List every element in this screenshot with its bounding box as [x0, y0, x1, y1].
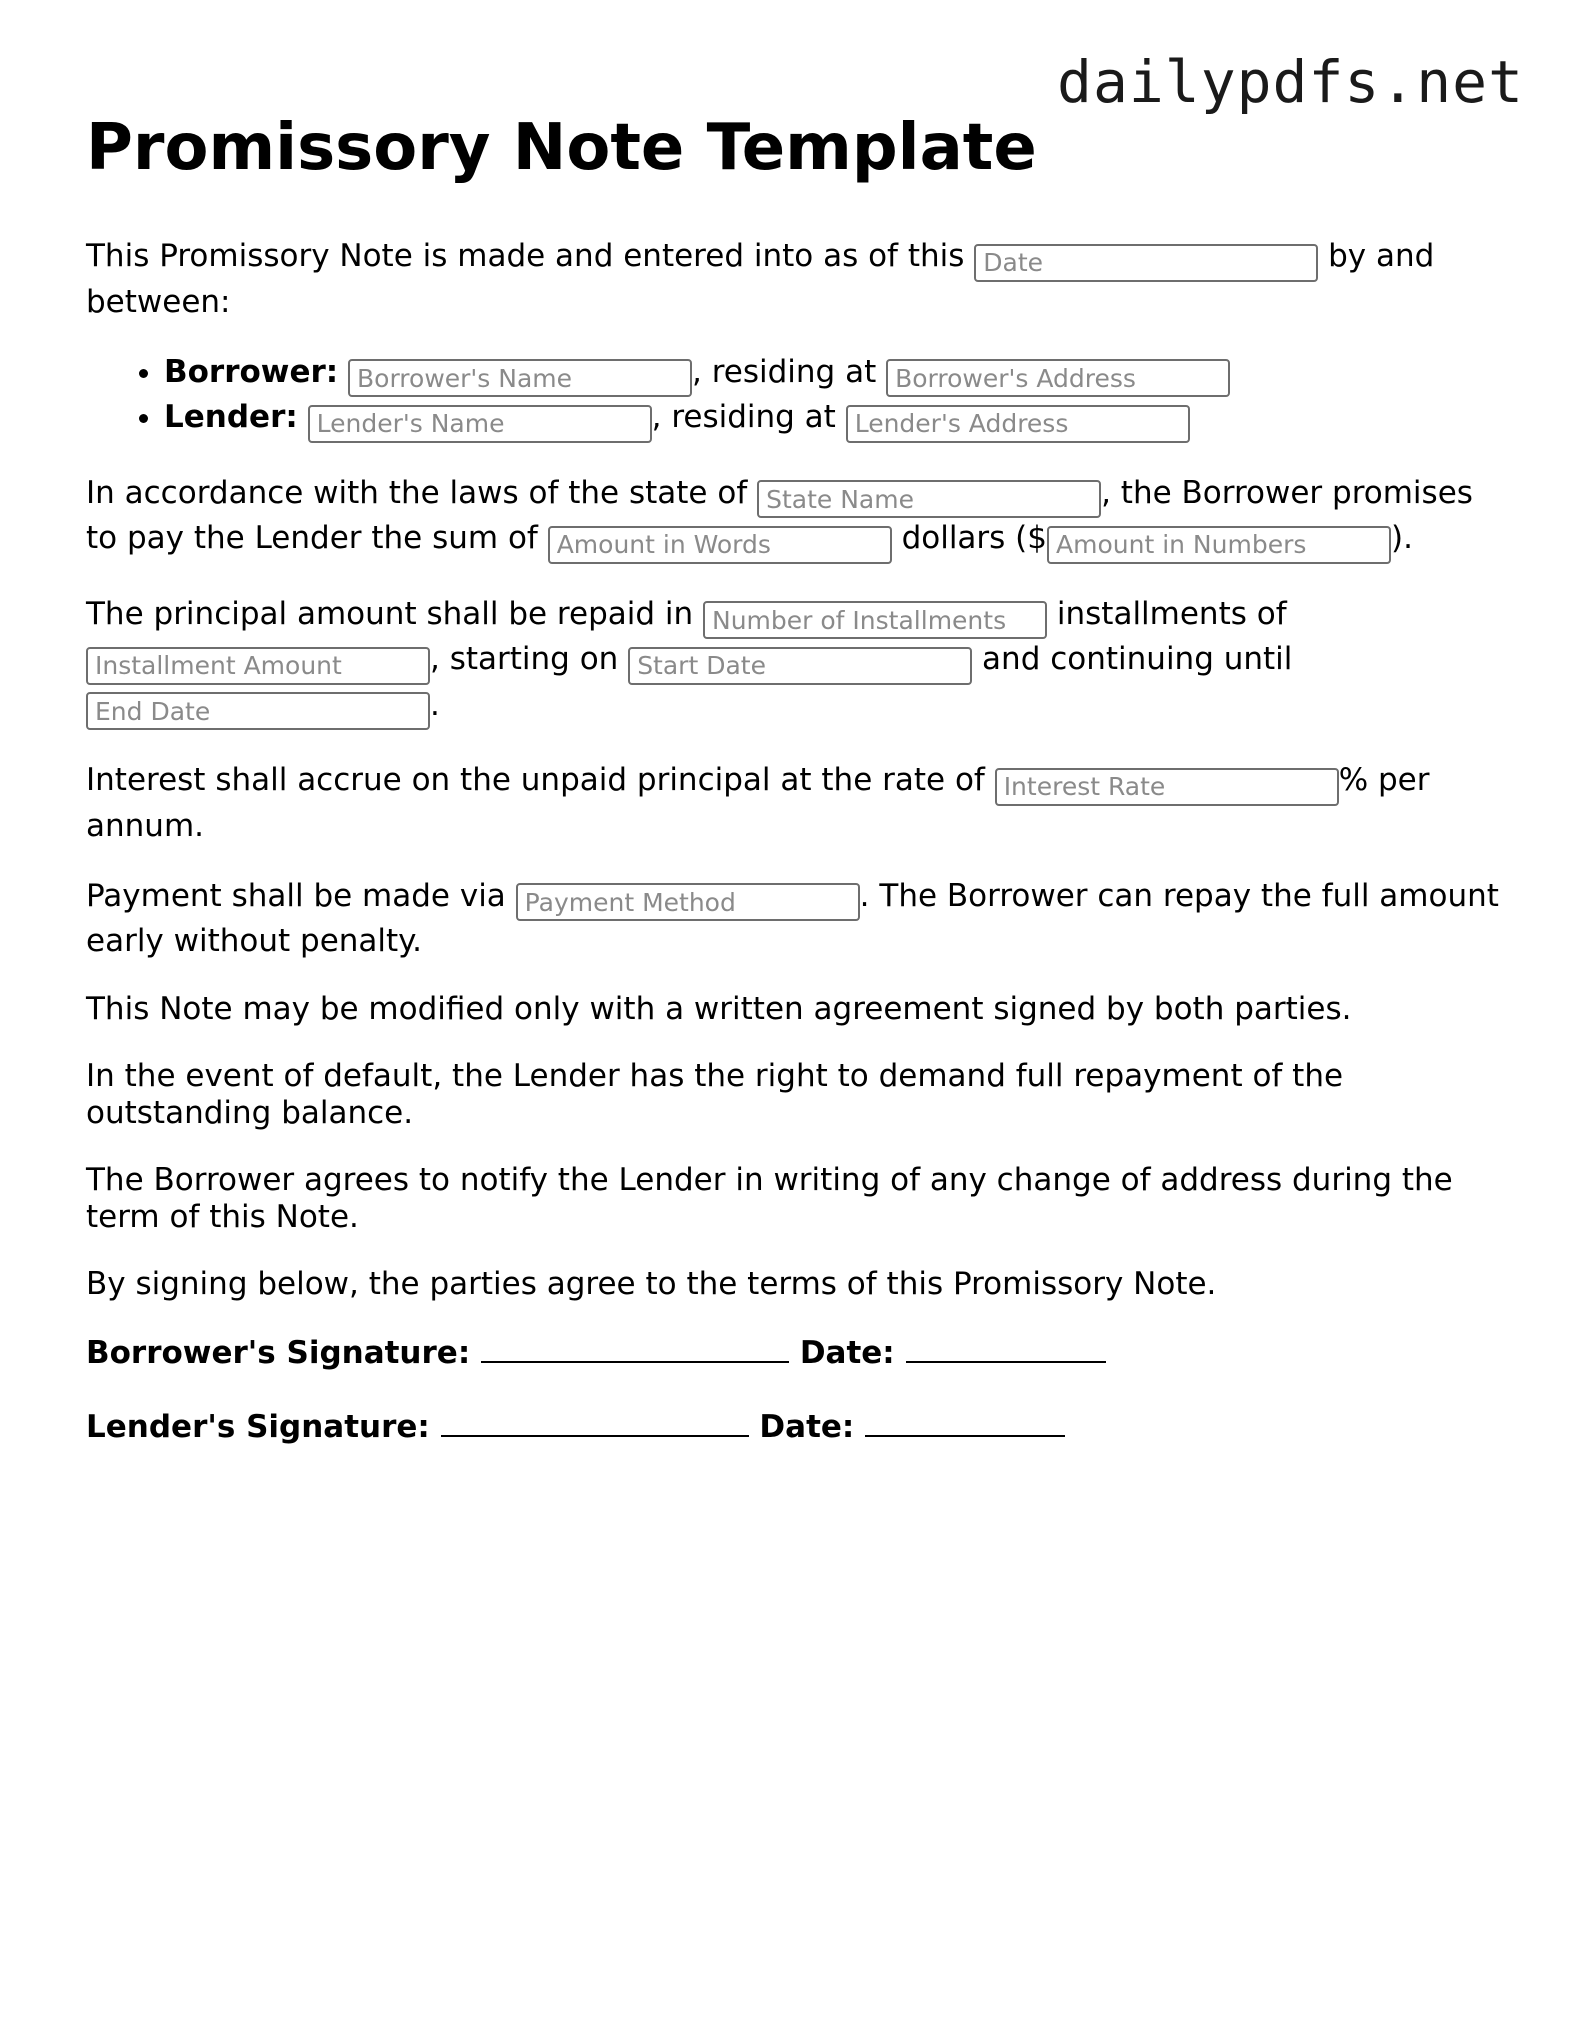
payment-paragraph	[86, 876, 1506, 962]
interest-paragraph	[86, 760, 1506, 846]
intro-text-before: This Promissory Note is made and entered into as of this	[86, 238, 965, 274]
amount-in-numbers-field[interactable]	[1047, 526, 1391, 564]
installments-until-text: and continuing until	[982, 641, 1293, 677]
page-title: Promissory Note Template	[86, 111, 1037, 185]
party-lender	[164, 397, 1506, 443]
installments-paragraph	[86, 594, 1506, 731]
installments-starting-text: , starting on	[430, 641, 619, 677]
accordance-text-middle: , the Borrower promises to pay the Lender the sum of	[86, 474, 1473, 556]
end-date-field[interactable]	[86, 692, 430, 730]
payment-text-after: . The Borrower can repay the full amount early without penalty.	[86, 877, 1499, 959]
accordance-text-before: In accordance with the laws of the state of	[86, 474, 748, 511]
lender-residing-text: , residing at	[651, 399, 836, 435]
lender-label: Lender:	[164, 399, 298, 435]
interest-text-after: % per annum.	[86, 762, 1430, 844]
interest-text-before: Interest shall accrue on the unpaid principal at the rate of	[86, 762, 985, 798]
watermark: dailypdfs.net	[1057, 48, 1524, 116]
accordance-paragraph	[86, 473, 1506, 564]
state-name-field[interactable]	[757, 480, 1101, 518]
agreement-clause: By signing below, the parties agree to the terms of this Promissory Note.	[86, 1266, 1217, 1302]
accordance-dollars-text: dollars ($	[901, 520, 1047, 556]
parties-list	[86, 352, 1506, 443]
lender-signature-line	[86, 1407, 1506, 1447]
payment-text-before: Payment shall be made via	[86, 877, 506, 914]
intro-paragraph	[86, 236, 1506, 322]
default-clause: In the event of default, the Lender has the right to demand full repayment of the outstanding balance.	[86, 1058, 1344, 1131]
borrower-signature-blank[interactable]	[481, 1333, 789, 1363]
lender-date-blank[interactable]	[865, 1407, 1065, 1437]
interest-rate-field[interactable]	[995, 768, 1339, 806]
lender-address-field[interactable]	[846, 405, 1190, 443]
borrower-signature-label: Borrower's Signature:	[86, 1335, 471, 1371]
borrower-signature-line	[86, 1333, 1506, 1373]
installments-text-before: The principal amount shall be repaid in	[86, 595, 694, 632]
address-change-clause: The Borrower agrees to notify the Lender in writing of any change of address during the term of this Note.	[86, 1162, 1453, 1235]
date-field[interactable]	[974, 244, 1318, 282]
installments-of-text: installments of	[1056, 595, 1287, 632]
installments-text-end: .	[430, 686, 440, 723]
number-of-installments-field[interactable]	[703, 601, 1047, 639]
modification-clause: This Note may be modified only with a written agreement signed by both parties.	[86, 991, 1352, 1027]
payment-method-field[interactable]	[516, 883, 860, 921]
lender-name-field[interactable]	[308, 405, 652, 443]
lender-signature-blank[interactable]	[441, 1407, 749, 1437]
start-date-field[interactable]	[628, 647, 972, 685]
borrower-residing-text: , residing at	[692, 353, 877, 390]
promissory-note-document	[86, 106, 1506, 1481]
lender-date-label: Date:	[759, 1409, 855, 1445]
amount-in-words-field[interactable]	[548, 526, 892, 564]
installment-amount-field[interactable]	[86, 647, 430, 685]
borrower-date-blank[interactable]	[906, 1333, 1106, 1363]
accordance-text-end: ).	[1391, 520, 1413, 556]
borrower-date-label: Date:	[799, 1335, 895, 1371]
intro-text-after: by and between:	[86, 238, 1435, 320]
borrower-label: Borrower:	[164, 353, 339, 390]
lender-signature-label: Lender's Signature:	[86, 1409, 430, 1445]
borrower-name-field[interactable]	[348, 359, 692, 397]
borrower-address-field[interactable]	[886, 359, 1230, 397]
party-borrower	[164, 352, 1506, 398]
